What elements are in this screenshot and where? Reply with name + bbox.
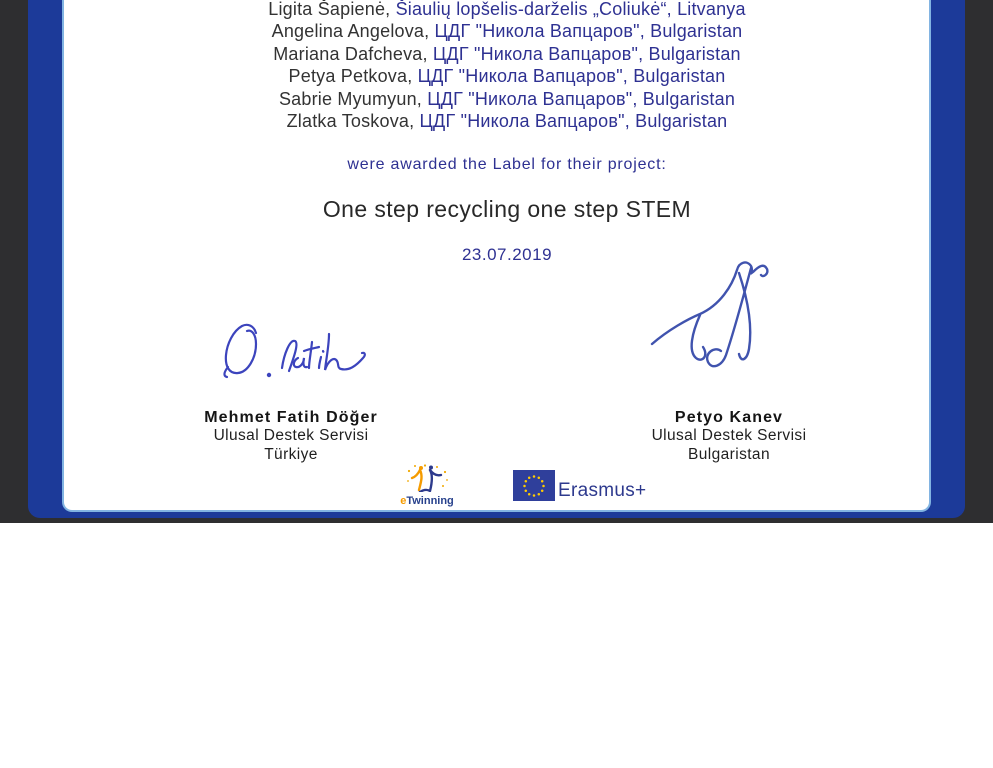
etwinning-wordmark [394,496,460,507]
recipient-line [77,20,937,42]
signatory-organization: Ulusal Destek Servisi [213,427,369,444]
signatory-organization: Ulusal Destek Servisi [651,427,807,444]
project-title: One step recycling one step STEM [322,196,692,222]
signatory-name: Petyo Kanev [674,409,784,426]
recipient-affiliation: ЦДГ "Никола Вапцаров", Bulgaristan [419,111,728,132]
signatory-country: Bulgaristan [688,445,770,463]
recipient-name: Ligita Šapienė, [268,0,391,19]
recipient-affiliation: ЦДГ "Никола Вапцаров", Bulgaristan [434,21,743,42]
recipient-affiliation: Šiaulių lopšelis-darželis „Coliukė“, Litvanya [395,0,746,19]
recipient-name: Mariana Dafcheva, [273,43,428,64]
recipient-affiliation: ЦДГ "Никола Вапцаров", Bulgaristan [427,88,736,109]
recipient-line [77,43,937,65]
signature-right-image [646,258,816,394]
recipient-name: Angelina Angelova, [271,21,430,42]
award-statement: were awarded the Label for their project: [347,156,667,173]
recipient-affiliation: ЦДГ "Никола Вапцаров", Bulgaristan [432,43,741,64]
signatory-country: Türkiye [264,445,318,463]
recipient-name: Sabrie Myumyun, [278,88,423,109]
recipient-list [77,0,937,132]
etwinning-wordmark-rest: Twinning [406,495,454,507]
signatory-block-right [616,408,842,464]
eu-flag-icon [513,470,555,501]
recipient-line [77,65,937,87]
etwinning-figures-icon [404,464,450,492]
etwinning-wordmark-e: e [400,495,407,507]
signatory-name: Mehmet Fatih Döğer [204,409,378,426]
signatory-block-left [178,408,404,464]
recipient-line [77,0,937,20]
etwinning-logo [394,464,460,507]
award-date: 23.07.2019 [461,245,553,264]
erasmus-label: Erasmus+ [558,480,647,501]
signature-left-image [218,320,366,386]
recipient-name: Petya Petkova, [288,66,413,87]
recipient-line [77,88,937,110]
recipient-name: Zlatka Toskova, [286,111,415,132]
recipient-affiliation: ЦДГ "Никола Вапцаров", Bulgaristan [417,66,726,87]
recipient-line [77,110,937,132]
